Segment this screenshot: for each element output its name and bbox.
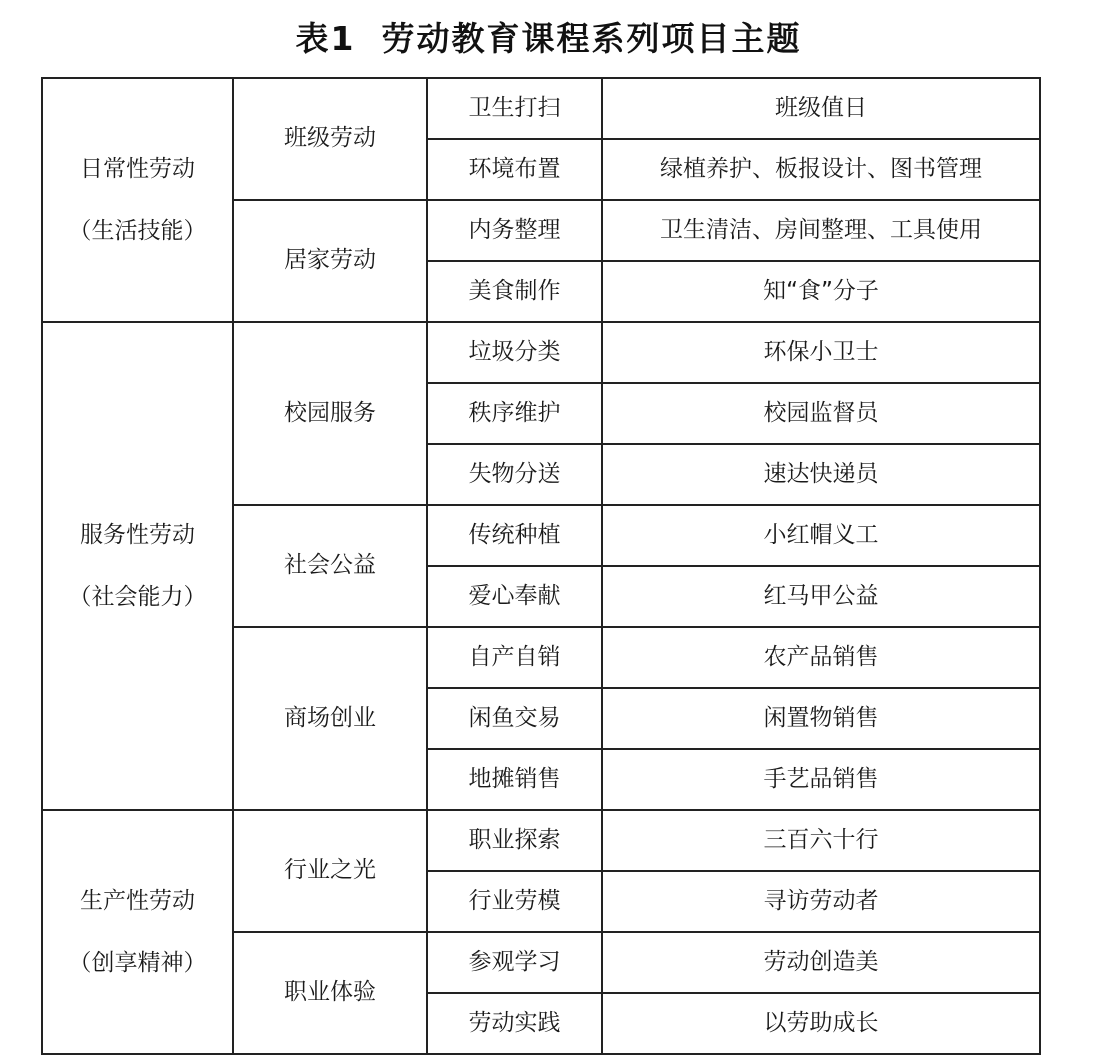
theme-cell: 环保小卫士 (602, 322, 1040, 383)
table-row (42, 810, 1040, 871)
theme-cell: 校园监督员 (602, 383, 1040, 444)
theme-cell: 手艺品销售 (602, 749, 1040, 810)
item-cell: 美食制作 (427, 261, 602, 322)
item-cell: 卫生打扫 (427, 78, 602, 139)
theme-cell: 闲置物销售 (602, 688, 1040, 749)
theme-cell: 知“食”分子 (602, 261, 1040, 322)
table-row (42, 78, 1040, 139)
group-cell: 商场创业 (233, 627, 427, 810)
group-cell: 行业之光 (233, 810, 427, 932)
table-row (42, 322, 1040, 383)
theme-cell: 红马甲公益 (602, 566, 1040, 627)
labor-course-table (41, 77, 1041, 1055)
item-cell: 传统种植 (427, 505, 602, 566)
item-cell: 失物分送 (427, 444, 602, 505)
category-name: 生产性劳动 (80, 888, 195, 914)
category-cell (42, 322, 233, 810)
group-cell: 职业体验 (233, 932, 427, 1054)
category-subtitle: （创享精神） (68, 950, 207, 976)
category-subtitle: （生活技能） (68, 218, 207, 244)
item-cell: 地摊销售 (427, 749, 602, 810)
item-cell: 闲鱼交易 (427, 688, 602, 749)
theme-cell: 寻访劳动者 (602, 871, 1040, 932)
item-cell: 自产自销 (427, 627, 602, 688)
group-cell: 社会公益 (233, 505, 427, 627)
theme-cell: 卫生清洁、房间整理、工具使用 (602, 200, 1040, 261)
item-cell: 行业劳模 (427, 871, 602, 932)
category-name: 日常性劳动 (80, 156, 195, 182)
theme-cell: 农产品销售 (602, 627, 1040, 688)
item-cell: 参观学习 (427, 932, 602, 993)
item-cell: 劳动实践 (427, 993, 602, 1054)
group-cell: 校园服务 (233, 322, 427, 505)
group-cell: 居家劳动 (233, 200, 427, 322)
table-number: 表1 (295, 19, 356, 58)
table-caption: 劳动教育课程系列项目主题 (381, 19, 802, 58)
item-cell: 垃圾分类 (427, 322, 602, 383)
category-name: 服务性劳动 (80, 522, 195, 548)
table-title (0, 14, 1097, 64)
item-cell: 爱心奉献 (427, 566, 602, 627)
item-cell: 内务整理 (427, 200, 602, 261)
theme-cell: 速达快递员 (602, 444, 1040, 505)
theme-cell: 三百六十行 (602, 810, 1040, 871)
theme-cell: 绿植养护、板报设计、图书管理 (602, 139, 1040, 200)
group-cell: 班级劳动 (233, 78, 427, 200)
theme-cell: 小红帽义工 (602, 505, 1040, 566)
theme-cell: 以劳助成长 (602, 993, 1040, 1054)
item-cell: 秩序维护 (427, 383, 602, 444)
item-cell: 环境布置 (427, 139, 602, 200)
category-cell (42, 810, 233, 1054)
theme-cell: 班级值日 (602, 78, 1040, 139)
item-cell: 职业探索 (427, 810, 602, 871)
theme-cell: 劳动创造美 (602, 932, 1040, 993)
category-cell (42, 78, 233, 322)
category-subtitle: （社会能力） (68, 584, 207, 610)
